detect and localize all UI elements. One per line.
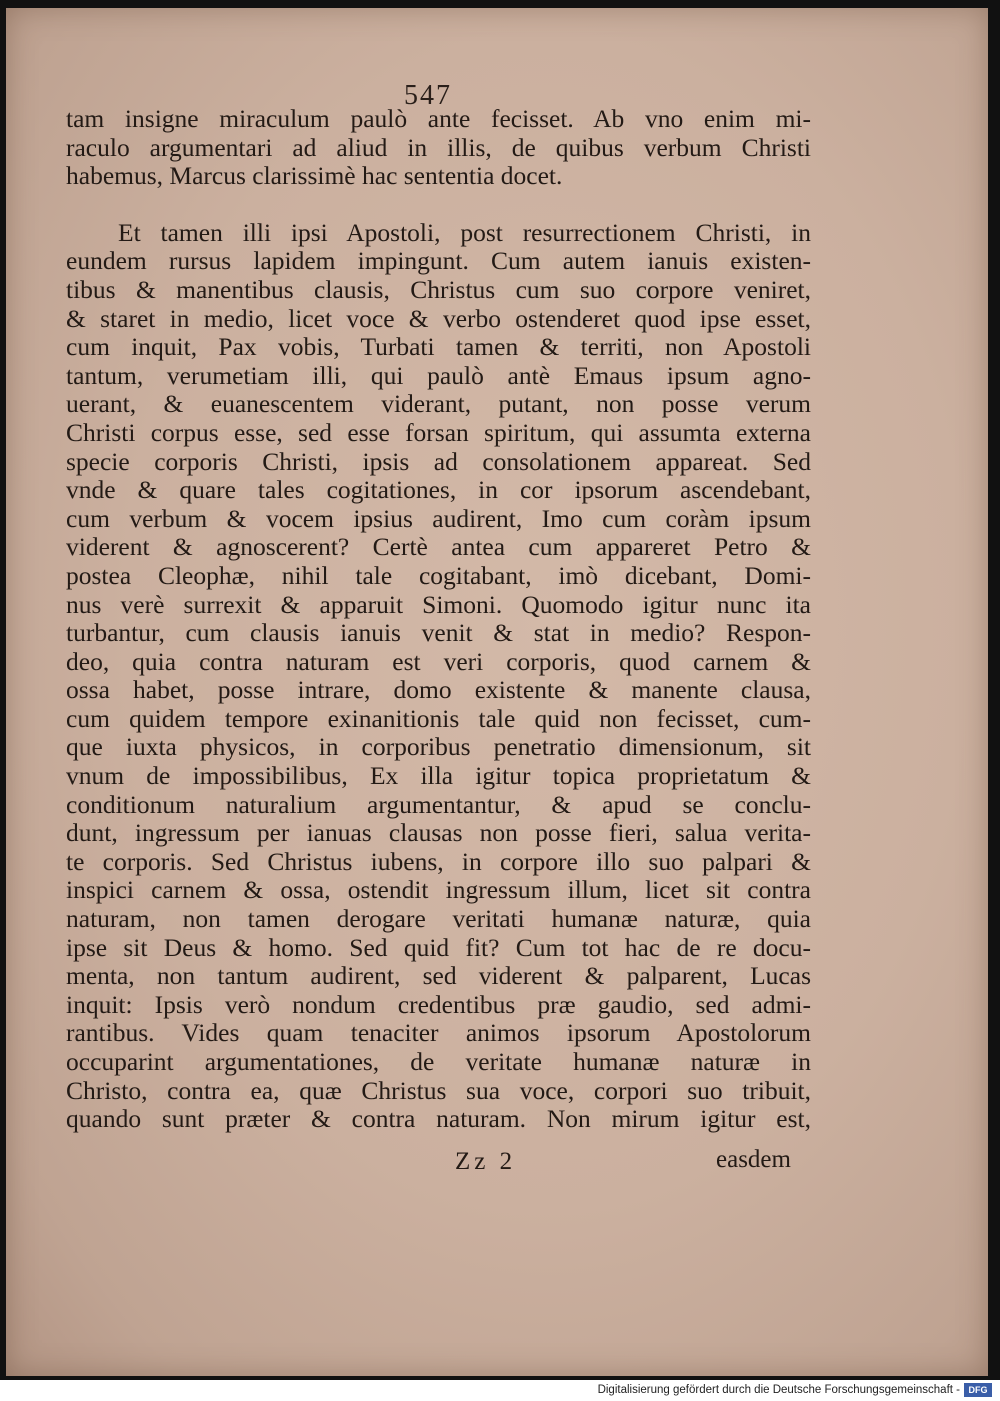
funding-notice: Digitalisierung gefördert durch die Deutsche Forschungsgemeinschaft - <box>597 1384 960 1396</box>
paragraph-2 <box>66 219 811 1134</box>
text-line: cum verbum & vocem ipsius audirent, Imo cum coràm ipsum <box>66 503 811 533</box>
text-line: tantum, verumetiam illi, qui paulò antè Emaus ipsum agno- <box>66 360 811 390</box>
text-line: inspici carnem & ossa, ostendit ingressum illum, licet sit contra <box>66 875 811 905</box>
text-line: quando sunt præter & contra naturam. Non mirum igitur est, <box>66 1104 811 1134</box>
text-line: turbantur, cum clausis ianuis venit & stat in medio? Respon- <box>66 618 811 648</box>
text-line: viderent & agnoscerent? Certè antea cum appareret Petro & <box>66 532 811 562</box>
text-line: habemus, Marcus clarissimè hac sententia docet. <box>66 161 563 191</box>
text-line: raculo argumentari ad aliud in illis, de quibus verbum Christi <box>66 132 811 162</box>
page-number: 547 <box>404 80 452 111</box>
text-line: que iuxta physicos, in corporibus penetratio dimensionum, sit <box>66 732 811 762</box>
text-line: specie corporis Christi, ipsis ad consolationem appareat. Sed <box>66 446 811 476</box>
text-line: cum quidem tempore exinanitionis tale quid non fecisset, cum- <box>66 703 811 733</box>
text-line: postea Cleophæ, nihil tale cogitabant, imò dicebant, Domi- <box>66 560 811 590</box>
text-line: Christi corpus esse, sed esse forsan spiritum, qui assumta externa <box>66 417 811 447</box>
paragraph-1 <box>66 105 811 191</box>
text-line: ipse sit Deus & homo. Sed quid fit? Cum tot hac de re docu- <box>66 932 811 962</box>
text-line: vnde & quare tales cogitationes, in cor ipsorum ascendebant, <box>66 475 811 505</box>
text-line: cum inquit, Pax vobis, Turbati tamen & territi, non Apostoli <box>66 332 811 362</box>
text-line: menta, non tantum audirent, sed viderent & palparent, Lucas <box>66 961 811 991</box>
main-text <box>66 105 811 1134</box>
text-line: & staret in medio, licet voce & verbo ostenderet quod ipse esset, <box>66 303 811 333</box>
text-line: rantibus. Vides quam tenaciter animos ipsorum Apostolorum <box>66 1018 811 1048</box>
text-line: vnum de impossibilibus, Ex illa igitur topica proprietatum & <box>66 761 811 791</box>
footer-bar <box>0 1380 1000 1401</box>
text-line: tibus & manentibus clausis, Christus cum suo corpore veniret, <box>66 274 811 304</box>
text-line: uerant, & euanescentem viderant, putant, non posse verum <box>66 389 811 419</box>
text-line: naturam, non tamen derogare veritati humanæ naturæ, quia <box>66 904 811 934</box>
text-line: nus verè surrexit & apparuit Simoni. Quomodo igitur nunc ita <box>66 589 811 619</box>
catchword: easdem <box>716 1146 791 1173</box>
text-line: te corporis. Sed Christus iubens, in corpore illo suo palpari & <box>66 846 811 876</box>
text-line: eundem rursus lapidem impingunt. Cum autem ianuis existen- <box>66 246 811 276</box>
text-line: inquit: Ipsis verò nondum credentibus præ gaudio, sed admi- <box>66 989 811 1019</box>
text-line: tam insigne miraculum paulò ante fecisset. Ab vno enim mi- <box>66 104 811 133</box>
dfg-logo-icon: DFG <box>964 1383 992 1397</box>
text-line: dunt, ingressum per ianuas clausas non posse fieri, salua verita- <box>66 818 811 848</box>
text-line: ossa habet, posse intrare, domo existente & manente clausa, <box>66 675 811 705</box>
text-line: Christo, contra ea, quæ Christus sua voce, corpori suo tribuit, <box>66 1075 811 1105</box>
paragraph-gap <box>66 191 811 219</box>
text-line: occuparint argumentationes, de veritate humanæ naturæ in <box>66 1047 811 1076</box>
text-line: conditionum naturalium argumentantur, & apud se conclu- <box>66 789 811 819</box>
text-line: deo, quia contra naturam est veri corporis, quod carnem & <box>66 646 811 676</box>
text-line: Et tamen illi ipsi Apostoli, post resurrectionem Christi, in <box>118 217 811 247</box>
signature-mark: Zz 2 <box>455 1148 517 1175</box>
